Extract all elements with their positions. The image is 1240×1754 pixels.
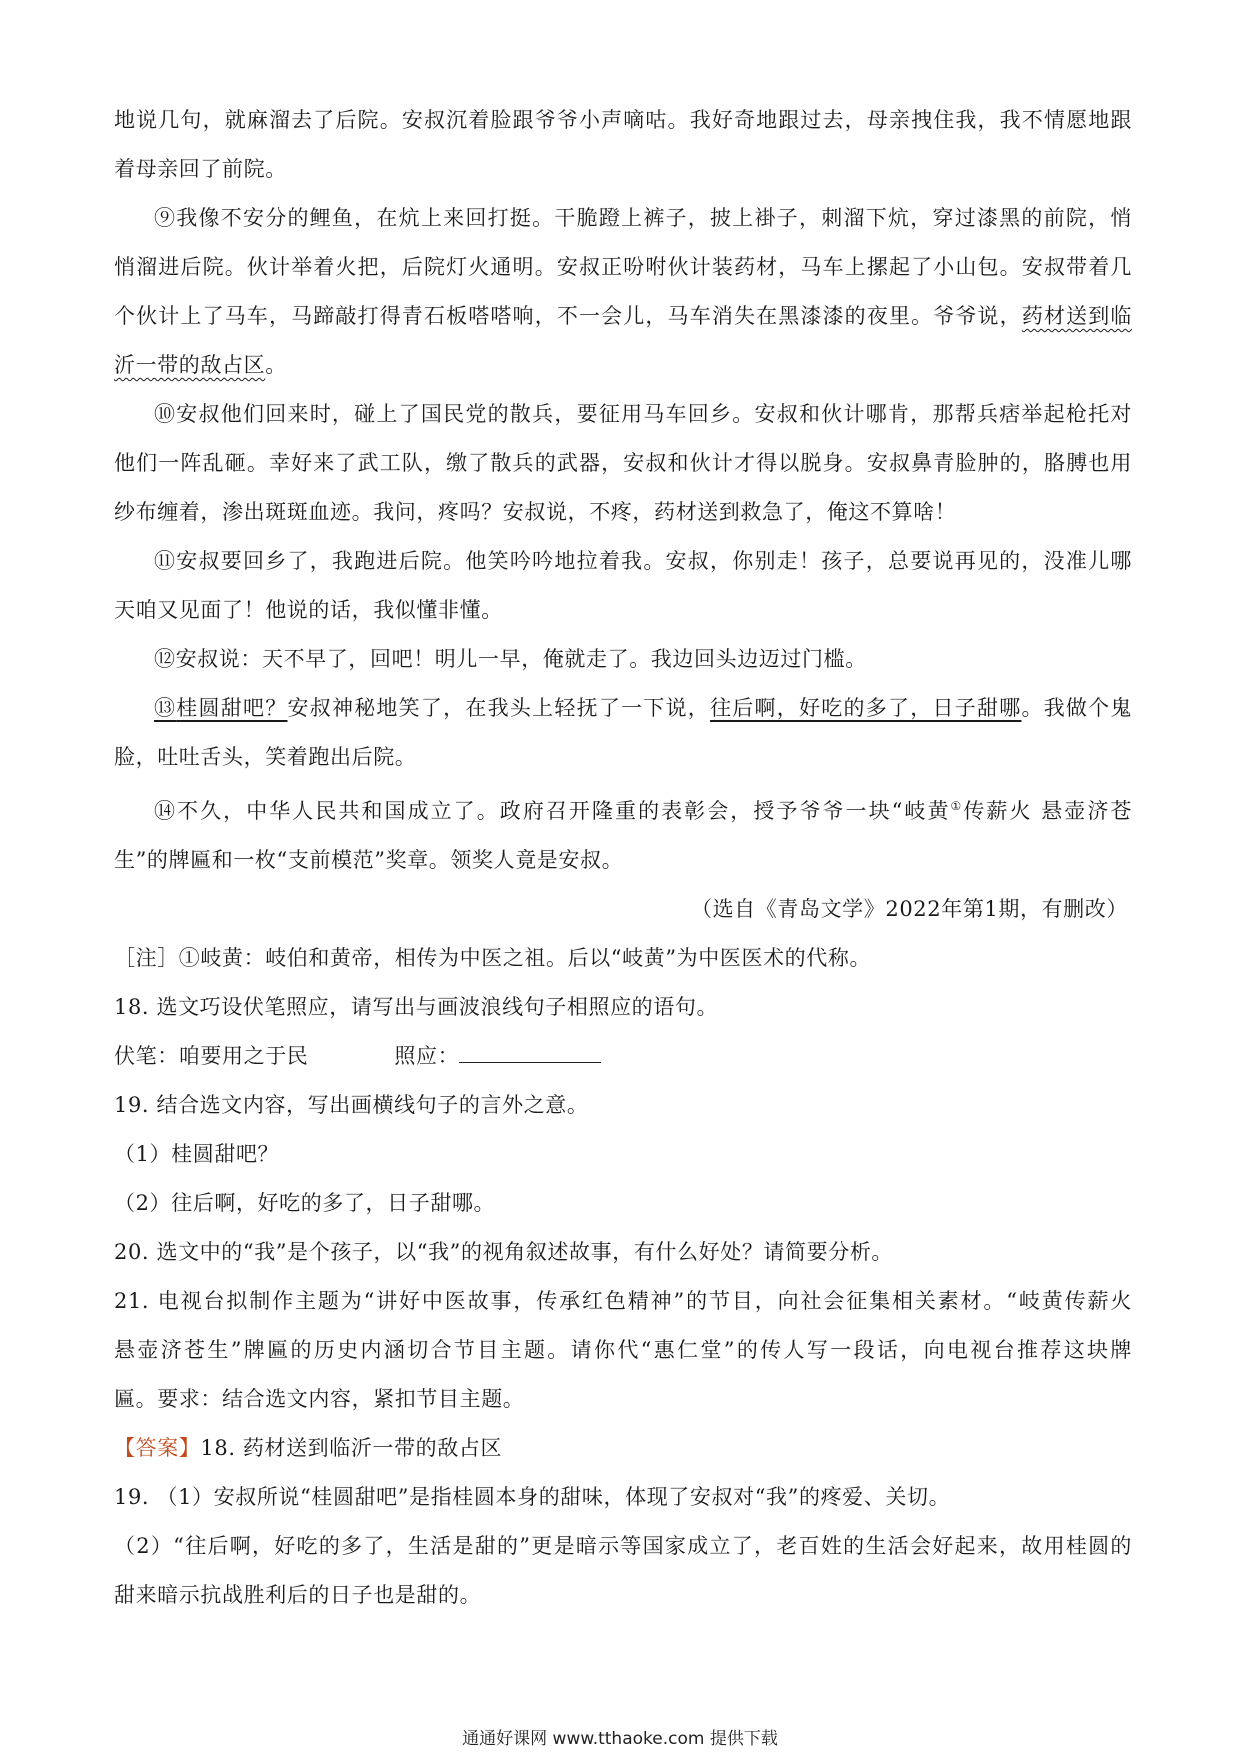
footer-credit: 通通好课网 www.tthaoke.com 提供下载 (462, 1729, 778, 1749)
footnote: ［注］①岐黄：岐伯和黄帝，相传为中医之祖。后以“岐黄”为中医医术的代称。 (114, 946, 872, 970)
paragraph-13-line-2: 脸，吐吐舌头，笑着跑出后院。 (114, 745, 417, 769)
paragraph-8-line-2: 着母亲回了前院。 (114, 157, 287, 181)
footnote-marker: ① (950, 799, 964, 813)
question-19: 19. 结合选文内容，写出画横线句子的言外之意。 (114, 1093, 589, 1117)
answer-19-1: 19. （1）安叔所说“桂圆甜吧”是指桂圆本身的甜味，体现了安叔对“我”的疼爱、关切。 (114, 1485, 951, 1509)
paragraph-9-line-1: ⑨我像不安分的鲤鱼，在炕上来回打挺。干脆蹬上裤子，披上褂子，刺溜下炕，穿过漆黑的前院，悄 (154, 206, 1132, 230)
question-21-line-2: 悬壶济苍生”牌匾的历史内涵切合节目主题。请你代“惠仁堂”的传人写一段话，向电视台推荐这块牌 (114, 1338, 1132, 1362)
paragraph-10-line-3: 纱布缠着，渗出斑斑血迹。我问，疼吗？安叔说，不疼，药材送到救急了，俺这不算啥！ (114, 500, 957, 524)
question-21-line-1: 21. 电视台拟制作主题为“讲好中医故事，传承红色精神”的节目，向社会征集相关素材。“岐黄传薪火 (114, 1289, 1132, 1313)
paragraph-13-line-1 (114, 684, 1132, 733)
paragraph-13-number: ⑬ (154, 696, 177, 720)
paragraph-9-line-2: 悄溜进后院。伙计举着火把，后院灯火通明。安叔正吩咐伙计装药材，马车上摞起了小山包。安叔带着几 (114, 255, 1132, 279)
foreshadow-label: 伏笔：咱要用之于民 (114, 1044, 309, 1068)
answer-18-text: 18. 药材送到临沂一带的敌占区 (200, 1436, 503, 1460)
paragraph-12-line-1: ⑫安叔说：天不早了，回吧！明儿一早，俺就走了。我边回头边迈过门槛。 (154, 647, 867, 671)
paragraph-14-text-a: ⑭不久，中华人民共和国成立了。政府召开隆重的表彰会，授予爷爷一块“岐黄 (154, 799, 951, 823)
paragraph-11-line-1: ⑪安叔要回乡了，我跑进后院。他笑吟吟地拉着我。安叔，你别走！孩子，总要说再见的，没准儿哪 (154, 549, 1132, 573)
paragraph-9-line-4 (114, 341, 1132, 390)
underlined-sentence-1: 桂圆甜吧？ (176, 696, 288, 720)
question-19-sub-1: （1）桂圆甜吧？ (114, 1142, 280, 1166)
answer-blank[interactable] (459, 1042, 601, 1063)
answer-19-2-line-2: 甜来暗示抗战胜利后的日子也是甜的。 (114, 1583, 482, 1607)
question-18-answer-row (114, 1032, 1132, 1081)
paragraph-9-line-3-text: 个伙计上了马车，马蹄敲打得青石板嗒嗒响，不一会儿，马车消失在黑漆漆的夜里。爷爷说， (114, 304, 1022, 328)
document-page (114, 96, 1132, 1620)
question-21-line-3: 匾。要求：结合选文内容，紧扣节目主题。 (114, 1387, 525, 1411)
answer-19-2-line-1: （2）“往后啊，好吃的多了，生活是甜的”更是暗示等国家成立了，老百姓的生活会好起来，故用桂圆的 (114, 1534, 1132, 1558)
answer-18 (114, 1424, 1132, 1473)
paragraph-13-middle: 安叔神秘地笑了，在我头上轻抚了一下说， (287, 696, 711, 720)
answer-tag: 【答案】 (114, 1436, 201, 1460)
paragraph-14-line-2: 生”的牌匾和一枚“支前模范”奖章。领奖人竟是安叔。 (114, 848, 624, 872)
paragraph-14-line-1 (114, 782, 1132, 836)
paragraph-10-line-2: 他们一阵乱砸。幸好来了武工队，缴了散兵的武器，安叔和伙计才得以脱身。安叔鼻青脸肿的，胳膊也用 (114, 451, 1132, 475)
paragraph-13-end: 。我做个鬼 (1021, 696, 1133, 720)
underlined-sentence-2: 往后啊，好吃的多了，日子甜哪 (710, 696, 1022, 720)
paragraph-10-line-1: ⑩安叔他们回来时，碰上了国民党的散兵，要征用马车回乡。安叔和伙计哪肯，那帮兵痞举起枪托对 (154, 402, 1132, 426)
question-18: 18. 选文巧设伏笔照应，请写出与画波浪线句子相照应的语句。 (114, 995, 719, 1019)
source-citation: （选自《青岛文学》2022年第1期，有删改） (690, 897, 1128, 921)
wavy-underlined-sentence-part-2: 沂一带的敌占区 (114, 353, 266, 377)
echo-label: 照应： (394, 1044, 460, 1068)
paragraph-9-line-4-end: 。 (265, 353, 287, 377)
paragraph-14-text-b: 传薪火 悬壶济苍 (963, 799, 1132, 823)
paragraph-9-line-3 (114, 292, 1132, 341)
question-20: 20. 选文中的“我”是个孩子，以“我”的视角叙述故事，有什么好处？请简要分析。 (114, 1240, 894, 1264)
paragraph-8-line-1: 地说几句，就麻溜去了后院。安叔沉着脸跟爷爷小声嘀咕。我好奇地跟过去，母亲拽住我，我不情愿地跟 (114, 108, 1132, 132)
wavy-underlined-sentence-part-1: 药材送到临 (1021, 304, 1132, 328)
paragraph-11-line-2: 天咱又见面了！他说的话，我似懂非懂。 (114, 598, 503, 622)
question-19-sub-2: （2）往后啊，好吃的多了，日子甜哪。 (114, 1191, 496, 1215)
